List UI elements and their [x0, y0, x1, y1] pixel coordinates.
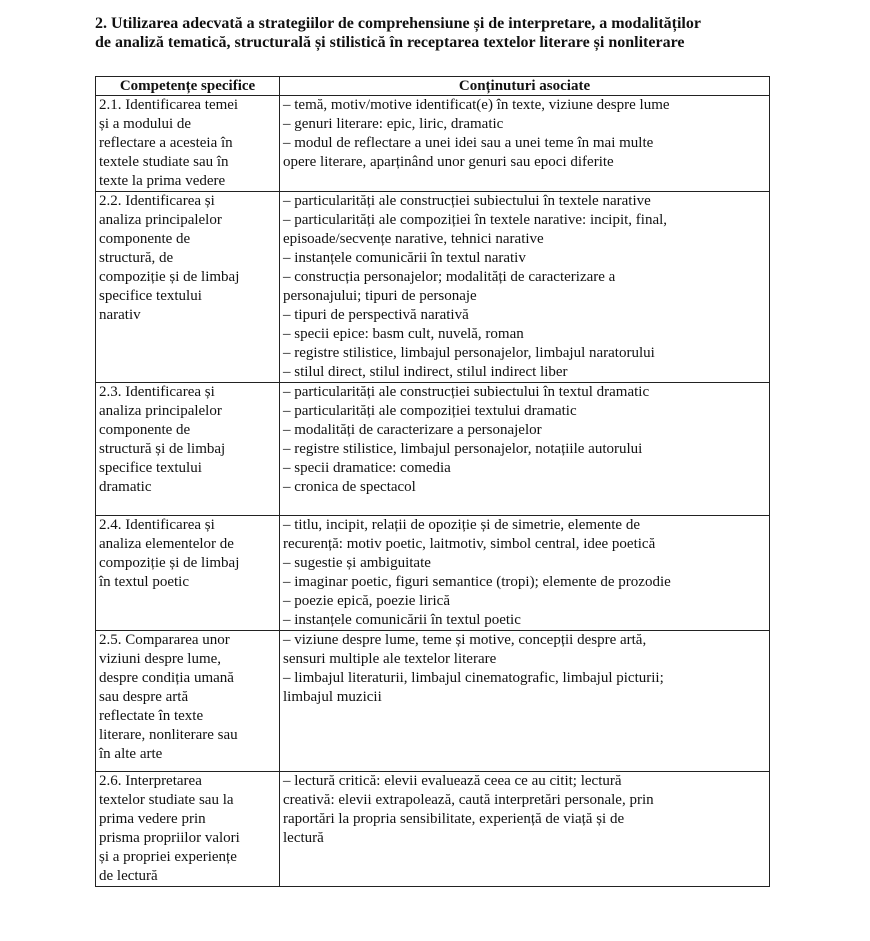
competence-line: și a modului de	[99, 116, 192, 132]
table-row	[96, 772, 770, 887]
competence-line: dramatic	[99, 479, 152, 495]
competence-cell	[96, 96, 280, 192]
competence-line: 2.6. Interpretarea	[99, 773, 202, 789]
competence-line: viziuni despre lume,	[99, 651, 222, 667]
content-cell	[280, 631, 770, 772]
competence-cell	[96, 772, 280, 887]
content-line: – specii dramatice: comedia	[283, 460, 451, 476]
competences-table	[95, 76, 770, 887]
content-line: – particularități ale construcției subiectului în textul dramatic	[283, 384, 650, 400]
content-line: – sugestie și ambiguitate	[283, 555, 431, 571]
content-cell	[280, 772, 770, 887]
competence-line: 2.3. Identificarea și	[99, 384, 215, 400]
content-line: – registre stilistice, limbajul personajelor, notațiile autorului	[283, 441, 643, 457]
content-line: – tipuri de perspectivă narativă	[283, 307, 469, 323]
competence-line: structură și de limbaj	[99, 441, 226, 457]
table-row	[96, 96, 770, 192]
content-line: – construcția personajelor; modalități de caracterizare a	[283, 269, 616, 285]
competence-line: în alte arte	[99, 746, 163, 762]
competence-cell	[96, 383, 280, 516]
competence-line: despre condiția umană	[99, 670, 234, 686]
header-competente: Competențe specifice	[96, 77, 280, 96]
content-line: – lectură critică: elevii evaluează ceea ce au citit; lectură	[283, 773, 622, 789]
content-line: creativă: elevii extrapolează, caută interpretări personale, prin	[283, 792, 654, 808]
table-row	[96, 631, 770, 772]
competence-line: literare, nonliterare sau	[99, 727, 238, 743]
competence-line: compoziție și de limbaj	[99, 555, 240, 571]
competence-line: compoziție și de limbaj	[99, 269, 240, 285]
content-line: – particularități ale construcției subiectului în textele narative	[283, 193, 651, 209]
content-line: – temă, motiv/motive identificat(e) în texte, viziune despre lume	[283, 97, 670, 113]
competence-line: narativ	[99, 307, 141, 323]
content-line: – registre stilistice, limbajul personajelor, limbajul naratorului	[283, 345, 655, 361]
content-line: – particularități ale compoziției în textele narative: incipit, final,	[283, 212, 668, 228]
content-line: – cronica de spectacol	[283, 479, 416, 495]
competence-line: reflectate în texte	[99, 708, 204, 724]
competence-line: și a propriei experiențe	[99, 849, 237, 865]
content-line: – stilul direct, stilul indirect, stilul indirect liber	[283, 364, 568, 380]
competence-line: analiza elementelor de	[99, 536, 234, 552]
content-line: opere literare, aparținând unor genuri sau epoci diferite	[283, 154, 614, 170]
competence-line: de lectură	[99, 868, 158, 884]
section-heading	[95, 14, 785, 52]
competence-line: componente de	[99, 231, 191, 247]
competence-line: sau despre artă	[99, 689, 189, 705]
content-line: – modalități de caracterizare a personajelor	[283, 422, 542, 438]
competence-cell	[96, 192, 280, 383]
heading-line: 2. Utilizarea adecvată a strategiilor de comprehensiune și de interpretare, a modalităților	[95, 15, 701, 32]
competence-line: specifice textului	[99, 288, 202, 304]
content-line: – poezie epică, poezie lirică	[283, 593, 450, 609]
competence-line: 2.1. Identificarea temei	[99, 97, 239, 113]
content-line: – instanțele comunicării în textul narativ	[283, 250, 526, 266]
table-body	[96, 96, 770, 887]
competence-cell	[96, 631, 280, 772]
content-line: – instanțele comunicării în textul poetic	[283, 612, 521, 628]
content-line: – imaginar poetic, figuri semantice (tropi); elemente de prozodie	[283, 574, 671, 590]
competence-line: analiza principalelor	[99, 212, 222, 228]
content-line: – limbajul literaturii, limbajul cinematografic, limbajul picturii;	[283, 670, 664, 686]
content-cell	[280, 192, 770, 383]
content-line: – modul de reflectare a unei idei sau a unei teme în mai multe	[283, 135, 654, 151]
content-line: limbajul muzicii	[283, 689, 382, 705]
competence-line: specifice textului	[99, 460, 202, 476]
competence-line: prima vedere prin	[99, 811, 206, 827]
content-line: – genuri literare: epic, liric, dramatic	[283, 116, 504, 132]
competence-line: 2.2. Identificarea și	[99, 193, 215, 209]
competence-line: prisma propriilor valori	[99, 830, 240, 846]
content-line: personajului; tipuri de personaje	[283, 288, 477, 304]
content-cell	[280, 516, 770, 631]
competence-line: analiza principalelor	[99, 403, 222, 419]
competence-line: textelor studiate sau la	[99, 792, 234, 808]
competence-line: texte la prima vedere	[99, 173, 226, 189]
competence-line: 2.4. Identificarea și	[99, 517, 215, 533]
content-line: lectură	[283, 830, 324, 846]
content-line: – viziune despre lume, teme și motive, concepții despre artă,	[283, 632, 647, 648]
competence-cell	[96, 516, 280, 631]
content-cell	[280, 96, 770, 192]
heading-line: de analiză tematică, structurală și stilistică în receptarea textelor literare și nonliterare	[95, 34, 685, 51]
competence-line: textele studiate sau în	[99, 154, 229, 170]
content-cell	[280, 383, 770, 516]
table-header-row	[96, 77, 770, 96]
header-continuturi: Conținuturi asociate	[280, 77, 770, 96]
competence-line: reflectare a acesteia în	[99, 135, 233, 151]
content-line: sensuri multiple ale textelor literare	[283, 651, 497, 667]
table-row	[96, 192, 770, 383]
competence-line: în textul poetic	[99, 574, 189, 590]
content-line: recurență: motiv poetic, laitmotiv, simbol central, idee poetică	[283, 536, 656, 552]
content-line: raportări la propria sensibilitate, experiență de viață și de	[283, 811, 625, 827]
content-line: – specii epice: basm cult, nuvelă, roman	[283, 326, 524, 342]
content-line: – particularități ale compoziției textului dramatic	[283, 403, 577, 419]
content-line: – titlu, incipit, relații de opoziție și de simetrie, elemente de	[283, 517, 640, 533]
table-row	[96, 516, 770, 631]
competence-line: 2.5. Compararea unor	[99, 632, 230, 648]
competence-line: structură, de	[99, 250, 174, 266]
content-line: episoade/secvențe narative, tehnici narative	[283, 231, 544, 247]
table-row	[96, 383, 770, 516]
competence-line: componente de	[99, 422, 191, 438]
